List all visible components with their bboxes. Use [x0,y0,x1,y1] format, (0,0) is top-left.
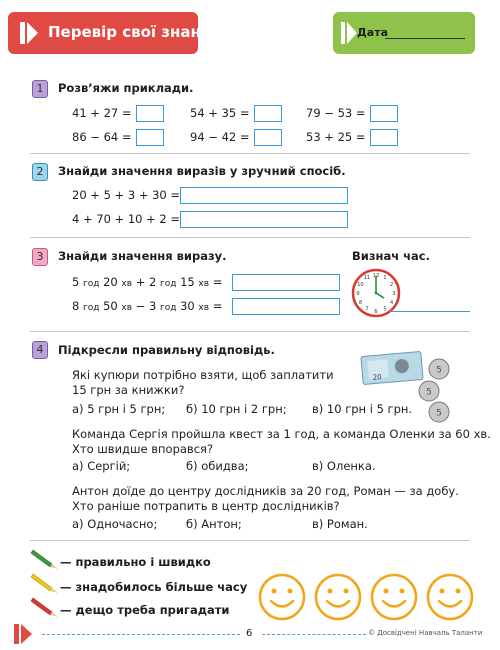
answer-option[interactable]: а) Сергій; [72,459,131,473]
answer-option[interactable]: б) Антон; [186,517,242,531]
answer-option[interactable]: в) Оленка. [312,459,376,473]
answer-box[interactable] [180,211,348,228]
smiley-face-icon[interactable] [425,572,475,622]
clock-numeral: 7 [365,306,369,313]
task-title: Розв’яжи приклади. [58,81,194,95]
answer-option[interactable]: б) обидва; [186,459,249,473]
footer-dashed-line [262,634,366,635]
divider [30,237,470,238]
example: 86 − 64 = [72,130,132,144]
question-text: Антон доїде до центру дослідників за 20 год, Роман — за добу. [72,484,459,498]
answer-box[interactable] [370,129,398,146]
question-text: Хто раніше потрапить в центр дослідників? [72,499,340,513]
question-text: 15 грн за книжки? [72,383,185,397]
smiley-face-icon[interactable] [257,572,307,622]
example: 94 − 42 = [190,130,250,144]
date-panel [333,12,475,54]
clock-numeral: 10 [357,281,364,288]
clock-answer-line[interactable] [390,311,470,312]
time-expression: 5 год 20 хв + 2 год 15 хв = [72,275,223,289]
clock-numeral: 11 [363,275,371,282]
answer-option[interactable]: в) 10 грн і 5 грн. [312,402,413,416]
question-text: Команда Сергія пройшла квест за 1 год, а команда Оленки за 60 хв. [72,427,491,441]
section-header [8,12,221,54]
clock-numeral: 6 [374,308,378,315]
double-chevron-icon [14,624,36,644]
double-chevron-icon [20,22,38,44]
time-expression: 8 год 50 хв − 3 год 30 хв = [72,299,223,313]
coin-icon [418,380,440,402]
answer-option[interactable]: в) Роман. [312,517,368,531]
clock-numeral: 8 [358,299,363,306]
green-pencil-icon [30,546,60,570]
legend-item: — дещо треба пригадати [60,603,230,617]
example: 41 + 27 = [72,106,132,120]
answer-box[interactable] [136,129,164,146]
answer-box[interactable] [180,187,348,204]
smiley-face-icon[interactable] [369,572,419,622]
clock-numeral: 9 [356,290,360,297]
answer-option[interactable]: а) 5 грн і 5 грн; [72,402,166,416]
clock-numeral: 12 [372,272,380,279]
clock-title: Визнач час. [352,249,430,263]
legend-item: — знадобилось більше часу [60,580,248,594]
divider [30,331,470,332]
date-label: Дата [357,26,389,39]
question-text: Які купюри потрібно взяти, щоб заплатити [72,368,334,382]
task-title: Знайди значення виразів у зручний спосіб. [58,164,346,178]
clock-numeral: 5 [383,306,387,313]
divider [30,153,470,154]
question-text: Хто швидше впорався? [72,442,214,456]
answer-box[interactable] [136,105,164,122]
coin-value: 5 [426,387,432,398]
coin-icon [428,358,450,380]
answer-option[interactable]: б) 10 грн і 2 грн; [186,402,287,416]
publisher-logo: © Досвідчені Навчаль Таланти [368,629,483,637]
task-title: Підкресли правильну відповідь. [58,343,275,357]
expression: 20 + 5 + 3 + 30 = [72,188,181,202]
answer-box[interactable] [232,298,340,315]
answer-option[interactable]: а) Одночасно; [72,517,158,531]
clock-numeral: 4 [389,299,394,306]
divider [30,540,470,541]
example: 53 + 25 = [306,130,366,144]
smiley-face-icon[interactable] [313,572,363,622]
clock-numeral: 2 [389,281,394,288]
footer-dashed-line [42,634,240,635]
example: 54 + 35 = [190,106,250,120]
legend-item: — правильно і швидко [60,555,211,569]
page-number: 6 [246,628,253,639]
example: 79 − 53 = [306,106,366,120]
date-field[interactable] [385,38,465,39]
coin-icon [428,401,450,423]
answer-box[interactable] [232,274,340,291]
banknote-image [360,350,424,386]
coin-value: 5 [436,408,442,419]
banknote-value: 20 [372,372,383,382]
answer-box[interactable] [254,105,282,122]
section-title: Перевір свої знання [48,23,221,41]
expression: 4 + 70 + 10 + 2 = [72,212,181,226]
yellow-pencil-icon [30,570,60,594]
double-chevron-icon [341,22,357,44]
red-pencil-icon [30,594,60,618]
answer-box[interactable] [370,105,398,122]
task-number: 4 [32,341,48,359]
task-number: 3 [32,248,48,266]
clock-numeral: 3 [392,290,396,297]
answer-box[interactable] [254,129,282,146]
clock-numeral: 1 [383,275,387,282]
task-number: 2 [32,163,48,181]
task-title: Знайди значення виразу. [58,249,227,263]
task-number: 1 [32,80,48,98]
coin-value: 5 [436,365,442,376]
